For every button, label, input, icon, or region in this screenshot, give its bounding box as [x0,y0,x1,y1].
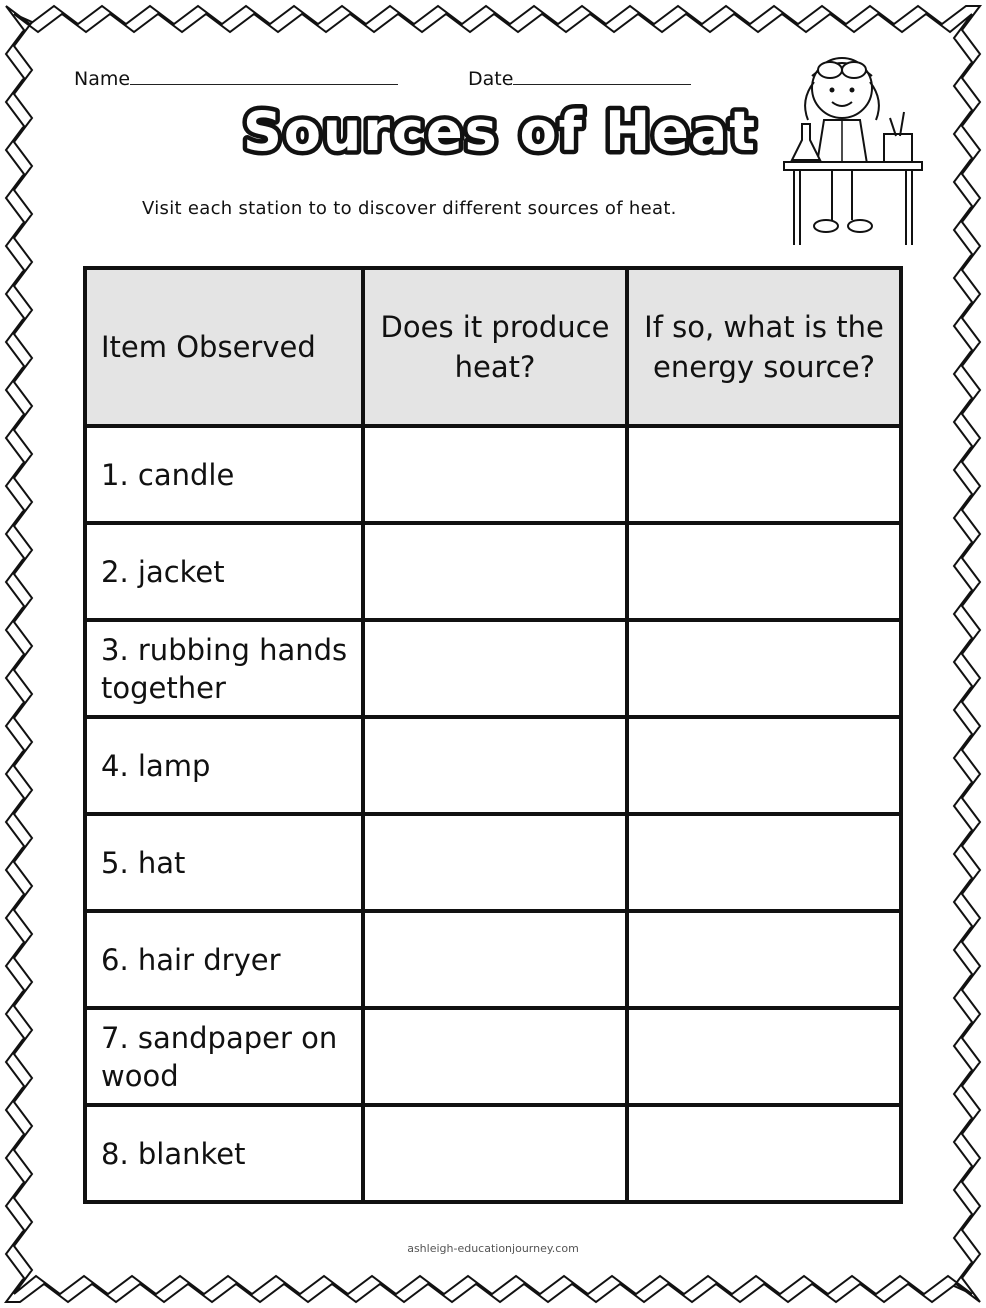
footer-credit: ashleigh-educationjourney.com [407,1242,579,1255]
name-field[interactable] [74,66,398,90]
item-cell: 2. jacket [85,523,363,620]
item-cell: 5. hat [85,814,363,911]
item-cell: 8. blanket [85,1105,363,1202]
date-blank-line[interactable] [513,66,691,85]
energy-source-cell[interactable] [627,911,901,1008]
item-cell: 1. candle [85,426,363,523]
item-cell: 3. rubbing hands together [85,620,363,717]
item-cell: 7. sandpaper on wood [85,1008,363,1105]
scientist-icon [780,40,930,250]
item-cell: 4. lamp [85,717,363,814]
produce-heat-cell[interactable] [363,523,627,620]
table-header-row [85,268,901,426]
energy-source-cell[interactable] [627,814,901,911]
produce-heat-cell[interactable] [363,620,627,717]
observation-table [83,266,903,1204]
table-row [85,717,901,814]
col-energy-source: If so, what is the energy source? [627,268,901,426]
table-row [85,814,901,911]
produce-heat-cell[interactable] [363,1105,627,1202]
energy-source-cell[interactable] [627,426,901,523]
energy-source-cell[interactable] [627,1008,901,1105]
table-row [85,620,901,717]
table-row [85,426,901,523]
table-row [85,1105,901,1202]
energy-source-cell[interactable] [627,523,901,620]
title-text: Sources of Heat [242,100,758,163]
table-row [85,523,901,620]
name-label: Name [74,68,131,90]
energy-source-cell[interactable] [627,620,901,717]
produce-heat-cell[interactable] [363,1008,627,1105]
instructions: Visit each station to to discover different sources of heat. [142,198,677,219]
table-row [85,911,901,1008]
col-item-observed: Item Observed [85,268,363,426]
energy-source-cell[interactable] [627,717,901,814]
date-label: Date [468,68,514,90]
col-produce-heat: Does it produce heat? [363,268,627,426]
produce-heat-cell[interactable] [363,426,627,523]
page-title [230,96,770,168]
produce-heat-cell[interactable] [363,717,627,814]
date-field[interactable] [468,66,691,90]
produce-heat-cell[interactable] [363,911,627,1008]
table-row [85,1008,901,1105]
name-blank-line[interactable] [130,66,398,85]
item-cell: 6. hair dryer [85,911,363,1008]
energy-source-cell[interactable] [627,1105,901,1202]
produce-heat-cell[interactable] [363,814,627,911]
